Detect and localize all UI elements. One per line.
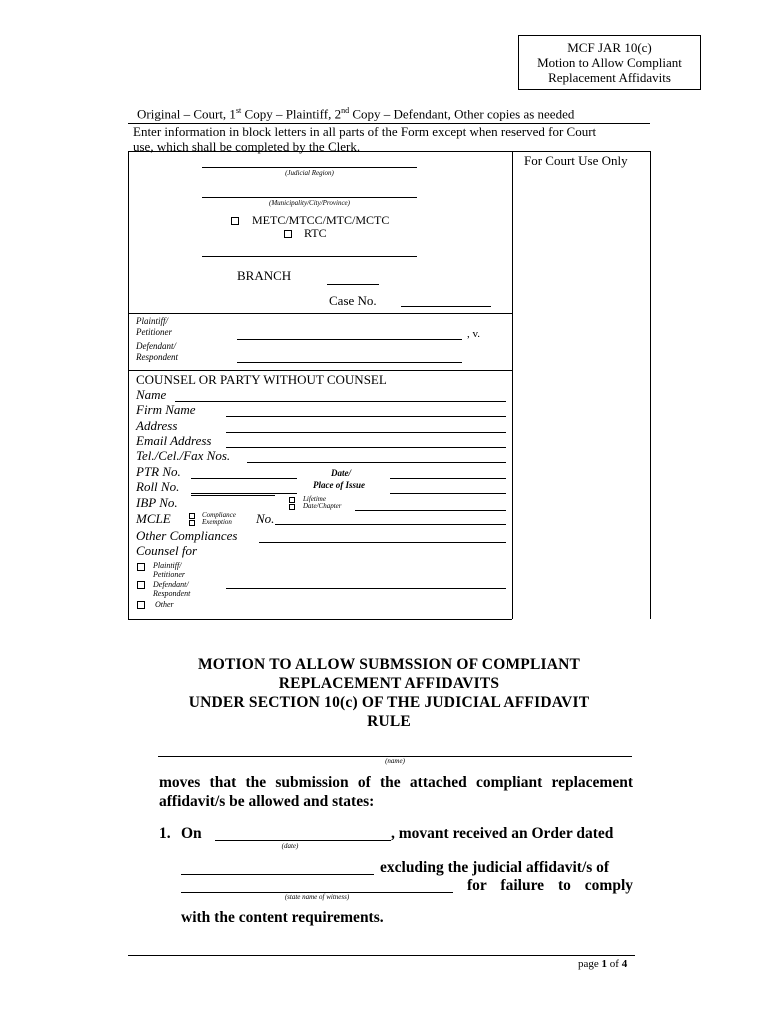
- form-subtitle-1: Motion to Allow Compliant: [537, 55, 682, 70]
- address-label: Address: [136, 418, 178, 433]
- defendant-field[interactable]: [237, 362, 462, 363]
- content-req-text: with the content requirements.: [181, 909, 384, 926]
- counsel-for-label: Counsel for: [136, 543, 198, 558]
- on-date-field[interactable]: [215, 840, 391, 841]
- date-chapter-checkbox[interactable]: [289, 504, 295, 510]
- footer-rule: [128, 955, 635, 956]
- roll-label: Roll No.: [136, 479, 180, 494]
- address-field[interactable]: [226, 432, 506, 433]
- name-label: Name: [136, 387, 167, 402]
- cf-defendant-checkbox[interactable]: [137, 581, 145, 589]
- roll-place-field[interactable]: [390, 493, 506, 494]
- order-text: , movant received an Order dated: [391, 825, 614, 842]
- judicial-region-caption: (Judicial Region): [285, 169, 334, 177]
- date-chapter-label: Date/Chapter: [303, 502, 342, 510]
- case-no-label: Case No.: [329, 293, 377, 308]
- place-label: Place of Issue: [313, 480, 365, 490]
- firm-name-field[interactable]: [226, 416, 506, 417]
- failure-text: for failure to comply: [467, 877, 633, 894]
- moves-paragraph: moves that the submission of the attached compliant replacement affidavit/s be allowed and states:: [159, 774, 633, 810]
- form-code: MCF JAR 10(c): [567, 40, 652, 55]
- tel-label: Tel./Cel./Fax Nos.: [136, 448, 231, 463]
- municipality-caption: (Municipality/City/Province): [269, 199, 350, 207]
- form-subtitle-2: Replacement Affidavits: [548, 70, 671, 85]
- case-no-field[interactable]: [401, 306, 491, 307]
- metc-label: METC/MTCC/MTC/MCTC: [252, 213, 390, 227]
- counsel-header: COUNSEL OR PARTY WITHOUT COUNSEL: [136, 372, 387, 387]
- plaintiff-label: Plaintiff/ Petitioner: [136, 316, 172, 337]
- roll-field[interactable]: [191, 493, 297, 494]
- ptr-label: PTR No.: [136, 464, 181, 479]
- exemption-checkbox[interactable]: [189, 520, 195, 526]
- branch-field[interactable]: [327, 284, 379, 285]
- compliance-label: Compliance: [202, 511, 236, 519]
- name-field[interactable]: [175, 401, 506, 402]
- compliance-checkbox[interactable]: [189, 513, 195, 519]
- mcle-label: MCLE: [136, 511, 171, 526]
- court-use-label: For Court Use Only: [524, 153, 628, 168]
- defendant-label: Defendant/ Respondent: [136, 341, 178, 362]
- metc-checkbox[interactable]: [231, 217, 239, 225]
- ibp-field[interactable]: [191, 495, 275, 496]
- firm-name-label: Firm Name: [136, 402, 196, 417]
- versus-label: , v.: [467, 328, 481, 340]
- ibp-label: IBP No.: [136, 495, 178, 510]
- item-number: 1.: [159, 825, 171, 842]
- instructions: Enter information in block letters in all parts of the Form except when reserved for Court use, which shall be completed by the Clerk.: [133, 124, 597, 154]
- email-label: Email Address: [136, 433, 212, 448]
- document-title: MOTION TO ALLOW SUBMSSION OF COMPLIANT REPLACEMENT AFFIDAVITS UNDER SECTION 10(c) OF THE JUDICIAL AFFIDAVIT RULE: [188, 656, 590, 730]
- lifetime-checkbox[interactable]: [289, 497, 295, 503]
- date-label: Date/: [331, 468, 351, 478]
- exemption-label: Exemption: [202, 518, 232, 526]
- rtc-checkbox[interactable]: [284, 230, 292, 238]
- ptr-field[interactable]: [191, 478, 297, 479]
- name-caption: (name): [385, 757, 405, 765]
- mcle-no-label: No.: [256, 511, 275, 526]
- lifetime-label: Lifetime: [303, 495, 326, 503]
- form-code-box: [518, 35, 701, 90]
- cf-plaintiff-label: Plaintiff/ Petitioner: [153, 561, 185, 579]
- counsel-for-field[interactable]: [226, 588, 506, 589]
- other-compliances-field[interactable]: [259, 542, 506, 543]
- on-label: On: [181, 825, 202, 842]
- email-field[interactable]: [226, 447, 506, 448]
- ptr-date-field[interactable]: [390, 478, 506, 479]
- cf-other-label: Other: [155, 600, 174, 609]
- page-number: page 1 of 4: [578, 958, 628, 970]
- mcle-no-field[interactable]: [275, 524, 506, 525]
- excluding-text: excluding the judicial affidavit/s of: [380, 859, 610, 876]
- branch-label: BRANCH: [237, 268, 292, 283]
- cf-other-checkbox[interactable]: [137, 601, 145, 609]
- date-caption: (date): [281, 842, 299, 850]
- ibp-date-field[interactable]: [355, 510, 506, 511]
- other-compliances-label: Other Compliances: [136, 528, 238, 543]
- order-date-field[interactable]: [181, 874, 374, 875]
- rtc-label: RTC: [304, 226, 327, 240]
- witness-caption: (state name of witness): [284, 893, 350, 901]
- plaintiff-field[interactable]: [237, 339, 462, 340]
- cf-defendant-label: Defendant/ Respondent: [153, 580, 191, 598]
- tel-field[interactable]: [247, 462, 506, 463]
- cf-plaintiff-checkbox[interactable]: [137, 563, 145, 571]
- copies-line: Original – Court, 1st Copy – Plaintiff, 2nd Copy – Defendant, Other copies as needed: [137, 106, 575, 122]
